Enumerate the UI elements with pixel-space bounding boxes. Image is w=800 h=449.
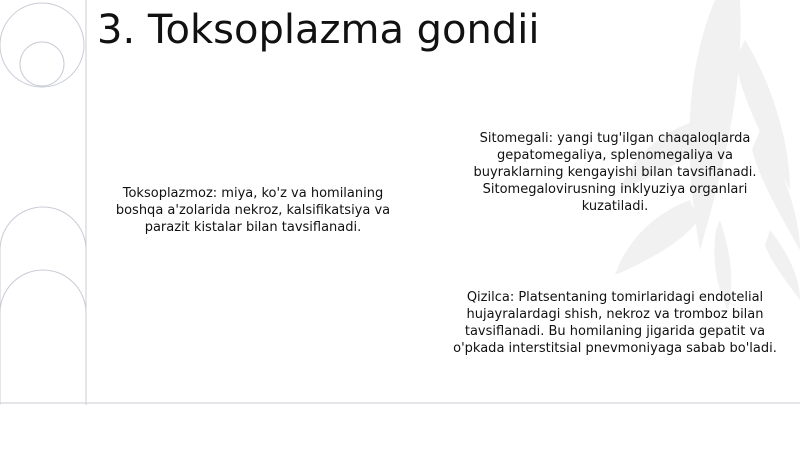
slide-title: 3. Toksoplazma gondii bbox=[97, 7, 540, 53]
rubella-text: Qizilca: Platsentaning tomirlaridagi endotelial hujayralardagi shish, nekroz va tromboz bilan tavsiflanadi. Bu homilaning jigarida gepatit va o'pkada interstitsial pnevmoniyaga sabab bo'ladi. bbox=[453, 290, 777, 356]
cytomegaly-text: Sitomegali: yangi tug'ilgan chaqaloqlarda gepatomegaliya, splenomegaliya va buyraklarning kengayishi bilan tavsiflanadi. Sitomegalovirusning inklyuziya organlari kuzatiladi. bbox=[473, 131, 757, 214]
toxoplasmosis-text: Toksoplazmoz: miya, ko'z va homilaning boshqa a'zolarida nekroz, kalsifikatsiya va parazit kistalar bilan tavsiflanadi. bbox=[115, 186, 391, 235]
